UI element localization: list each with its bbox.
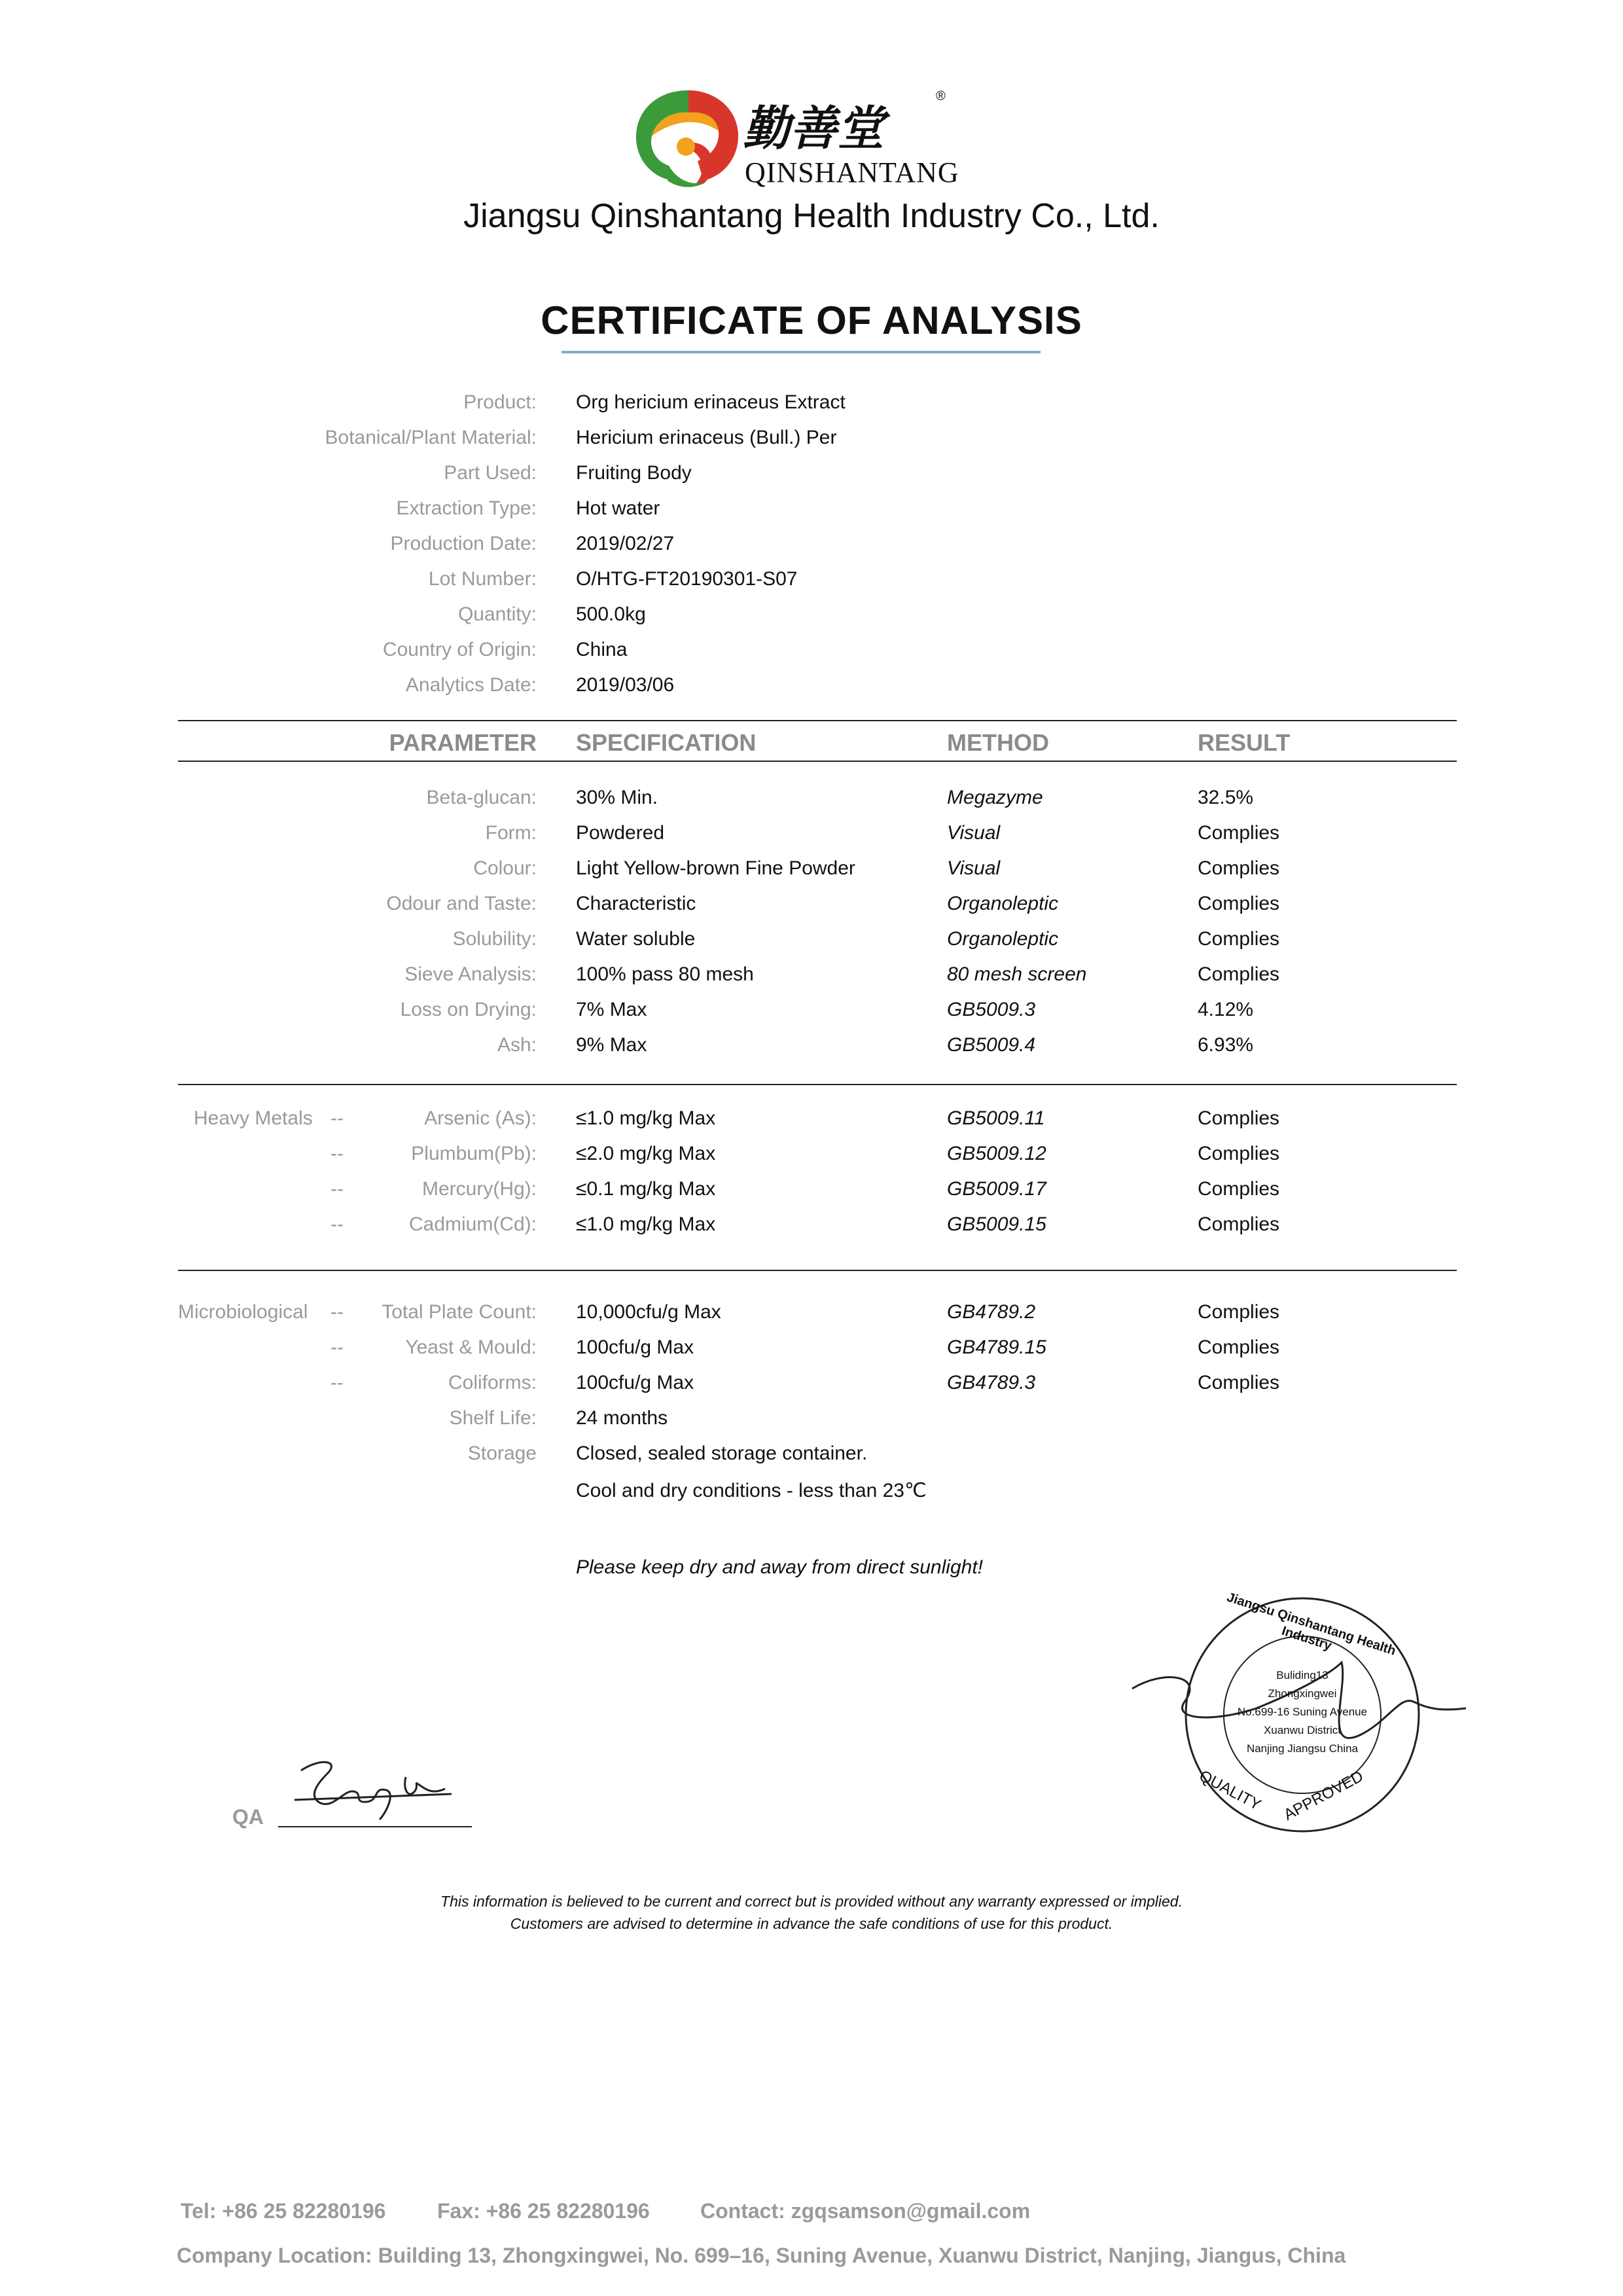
disclaimer <box>0 1890 1623 1935</box>
header-method: METHOD <box>947 729 1049 756</box>
disclaimer-line-1: This information is believed to be current and correct but is provided without any warranty expressed or implied. <box>440 1893 1183 1910</box>
stamp-address-line: No.699-16 Suning Avenue <box>1237 1706 1368 1718</box>
test-parameter: Ash: <box>497 1034 537 1056</box>
storage-label: Storage <box>467 1443 537 1464</box>
header-parameter: PARAMETER <box>389 729 537 756</box>
test-spec: ≤1.0 mg/kg Max <box>576 1213 716 1235</box>
stamp-address-line: Xuanwu District <box>1263 1724 1342 1736</box>
test-spec: 100cfu/g Max <box>576 1336 694 1358</box>
test-method: GB5009.17 <box>947 1178 1046 1200</box>
info-value: Org hericium erinaceus Extract <box>576 391 846 413</box>
heavy-metals-label: Heavy Metals <box>194 1107 313 1129</box>
test-method: Megazyme <box>947 787 1043 808</box>
test-result: Complies <box>1198 1301 1280 1323</box>
row-dash: -- <box>330 1107 344 1129</box>
info-label: Lot Number: <box>428 568 537 590</box>
microbiological-label: Microbiological <box>178 1301 308 1323</box>
footer-fax: Fax: +86 25 82280196 <box>437 2199 650 2223</box>
test-method: 80 mesh screen <box>947 963 1087 985</box>
test-result: Complies <box>1198 1107 1280 1129</box>
test-method: GB5009.12 <box>947 1143 1046 1164</box>
test-parameter: Cadmium(Cd): <box>408 1213 537 1235</box>
test-spec: 10,000cfu/g Max <box>576 1301 721 1323</box>
info-label: Analytics Date: <box>405 674 537 696</box>
storage-line-1: Closed, sealed storage container. <box>576 1443 868 1464</box>
registered-mark: ® <box>936 89 946 103</box>
test-method: GB5009.3 <box>947 999 1036 1020</box>
section-rule <box>178 1270 1457 1271</box>
info-value: China <box>576 639 628 660</box>
quality-approved-stamp <box>1126 1590 1479 1833</box>
test-parameter: Total Plate Count: <box>382 1301 537 1323</box>
storage-note: Please keep dry and away from direct sunlight! <box>576 1556 983 1578</box>
test-parameter: Plumbum(Pb): <box>411 1143 537 1164</box>
disclaimer-line-2: Customers are advised to determine in advance the safe conditions of use for this product. <box>510 1915 1113 1932</box>
test-result: 4.12% <box>1198 999 1254 1020</box>
info-label: Quantity: <box>457 603 537 625</box>
test-spec: 100% pass 80 mesh <box>576 963 754 985</box>
stamp-address-line: Zhongxingwei <box>1268 1687 1337 1700</box>
stamp-approved-text: APPROVED <box>1281 1767 1366 1824</box>
row-dash: -- <box>330 1336 344 1358</box>
company-logo <box>628 84 969 195</box>
info-value: Hot water <box>576 497 660 519</box>
test-result: Complies <box>1198 822 1280 844</box>
test-result: Complies <box>1198 1178 1280 1200</box>
info-value: 2019/02/27 <box>576 533 675 554</box>
header-result: RESULT <box>1198 729 1291 756</box>
shelf-life-label: Shelf Life: <box>449 1407 537 1429</box>
brand-latin-name: QINSHANTANG <box>745 156 959 188</box>
test-method: GB4789.3 <box>947 1372 1036 1393</box>
info-label: Product: <box>463 391 537 413</box>
test-parameter: Coliforms: <box>448 1372 537 1393</box>
info-label: Botanical/Plant Material: <box>325 427 537 448</box>
row-dash: -- <box>330 1301 344 1323</box>
test-method: Organoleptic <box>947 893 1059 914</box>
footer-contact: Contact: zgqsamson@gmail.com <box>700 2199 1031 2223</box>
info-label: Part Used: <box>444 462 537 484</box>
header-specification: SPECIFICATION <box>576 729 757 756</box>
test-result: Complies <box>1198 1336 1280 1358</box>
test-result: 6.93% <box>1198 1034 1254 1056</box>
test-spec: ≤1.0 mg/kg Max <box>576 1107 716 1129</box>
qa-label: QA <box>232 1805 264 1829</box>
title-underline <box>562 351 1041 353</box>
stamp-address-line: Nanjing Jiangsu China <box>1246 1742 1359 1755</box>
row-dash: -- <box>330 1213 344 1235</box>
test-method: GB4789.15 <box>947 1336 1046 1358</box>
footer-tel: Tel: +86 25 82280196 <box>181 2199 386 2223</box>
test-method: GB5009.15 <box>947 1213 1046 1235</box>
test-spec: 9% Max <box>576 1034 647 1056</box>
test-result: Complies <box>1198 928 1280 950</box>
qa-signature <box>281 1751 465 1823</box>
stamp-address-line: Buliding13 <box>1276 1669 1329 1681</box>
test-parameter: Odour and Taste: <box>386 893 537 914</box>
test-parameter: Beta-glucan: <box>426 787 537 808</box>
info-label: Production Date: <box>390 533 537 554</box>
test-parameter: Form: <box>485 822 537 844</box>
info-label: Extraction Type: <box>396 497 537 519</box>
info-label: Country of Origin: <box>382 639 537 660</box>
stamp-ring-text: Jiangsu Qinshantang Health Industry <box>1224 1590 1398 1659</box>
row-dash: -- <box>330 1372 344 1393</box>
test-parameter: Mercury(Hg): <box>421 1178 537 1200</box>
stamp-quality-text: QUALITY <box>1196 1767 1264 1814</box>
test-spec: ≤2.0 mg/kg Max <box>576 1143 716 1164</box>
row-dash: -- <box>330 1178 344 1200</box>
test-spec: Light Yellow-brown Fine Powder <box>576 857 855 879</box>
test-spec: Powdered <box>576 822 665 844</box>
brand-chinese-name: 勤善堂 <box>743 100 885 156</box>
test-spec: Characteristic <box>576 893 696 914</box>
info-value: 500.0kg <box>576 603 646 625</box>
section-rule <box>178 1084 1457 1085</box>
row-dash: -- <box>330 1143 344 1164</box>
test-method: GB5009.4 <box>947 1034 1036 1056</box>
test-spec: Water soluble <box>576 928 696 950</box>
test-result: Complies <box>1198 1213 1280 1235</box>
qa-signature-line <box>278 1826 472 1827</box>
test-method: Visual <box>947 822 1001 844</box>
test-result: Complies <box>1198 1143 1280 1164</box>
test-result: Complies <box>1198 857 1280 879</box>
test-result: 32.5% <box>1198 787 1254 808</box>
test-parameter: Yeast & Mould: <box>405 1336 537 1358</box>
info-value: Fruiting Body <box>576 462 692 484</box>
company-name: Jiangsu Qinshantang Health Industry Co., Ltd. <box>463 197 1160 235</box>
test-method: GB5009.11 <box>947 1107 1045 1129</box>
document-title: CERTIFICATE OF ANALYSIS <box>541 298 1082 342</box>
info-value: Hericium erinaceus (Bull.) Per <box>576 427 837 448</box>
table-top-rule <box>178 720 1457 721</box>
test-result: Complies <box>1198 893 1280 914</box>
test-parameter: Sieve Analysis: <box>404 963 537 985</box>
test-parameter: Loss on Drying: <box>400 999 537 1020</box>
test-spec: 7% Max <box>576 999 647 1020</box>
table-header-rule <box>178 761 1457 762</box>
info-value: 2019/03/06 <box>576 674 675 696</box>
footer-location: Company Location: Building 13, Zhongxingwei, No. 699–16, Suning Avenue, Xuanwu District, Nanjing, Jiangus, China <box>177 2244 1346 2267</box>
shelf-life-value: 24 months <box>576 1407 668 1429</box>
test-spec: 30% Min. <box>576 787 658 808</box>
signature-icon <box>281 1751 465 1823</box>
test-method: Organoleptic <box>947 928 1059 950</box>
test-parameter: Colour: <box>473 857 537 879</box>
test-method: Visual <box>947 857 1001 879</box>
test-result: Complies <box>1198 963 1280 985</box>
test-result: Complies <box>1198 1372 1280 1393</box>
test-parameter: Arsenic (As): <box>424 1107 537 1129</box>
test-spec: ≤0.1 mg/kg Max <box>576 1178 716 1200</box>
storage-line-2: Cool and dry conditions - less than 23℃ <box>576 1480 927 1501</box>
info-value: O/HTG-FT20190301-S07 <box>576 568 798 590</box>
test-parameter: Solubility: <box>452 928 537 950</box>
test-method: GB4789.2 <box>947 1301 1036 1323</box>
test-spec: 100cfu/g Max <box>576 1372 694 1393</box>
